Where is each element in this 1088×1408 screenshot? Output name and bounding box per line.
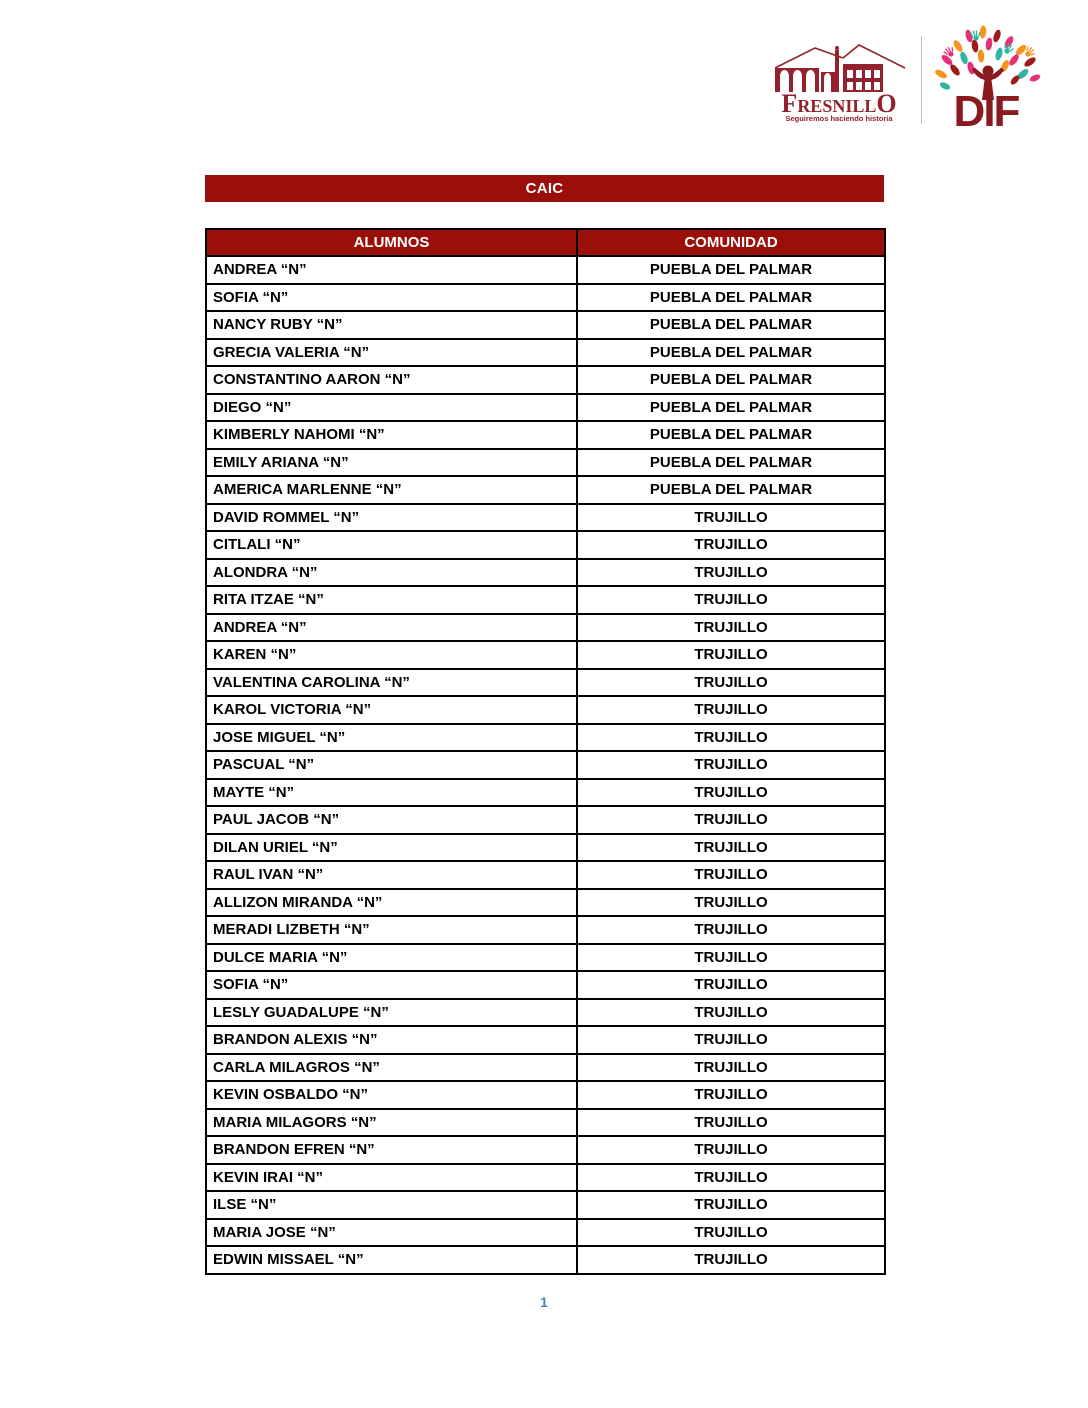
caic-roster-table [205, 228, 886, 1275]
alumno-cell: KEVIN IRAI “N” [206, 1164, 577, 1192]
table-row [206, 1081, 885, 1109]
table-row [206, 1054, 885, 1082]
comunidad-cell: PUEBLA DEL PALMAR [577, 421, 885, 449]
alumno-cell: VALENTINA CAROLINA “N” [206, 669, 577, 697]
roster-table-body [206, 256, 885, 1274]
alumno-cell: ANDREA “N” [206, 256, 577, 284]
comunidad-cell: TRUJILLO [577, 834, 885, 862]
logo-divider [921, 36, 922, 124]
table-row [206, 889, 885, 917]
table-row [206, 256, 885, 284]
table-row [206, 394, 885, 422]
svg-text:FRESNILLO: FRESNILLO [781, 89, 897, 118]
comunidad-cell: TRUJILLO [577, 916, 885, 944]
table-row [206, 449, 885, 477]
table-row [206, 559, 885, 587]
fresnillo-tagline: Seguiremos haciendo historia [785, 114, 893, 123]
table-row [206, 641, 885, 669]
table-row [206, 1219, 885, 1247]
table-row [206, 779, 885, 807]
comunidad-cell: TRUJILLO [577, 504, 885, 532]
comunidad-cell: TRUJILLO [577, 1191, 885, 1219]
comunidad-cell: TRUJILLO [577, 724, 885, 752]
table-row [206, 614, 885, 642]
alumno-cell: AMERICA MARLENNE “N” [206, 476, 577, 504]
comunidad-cell: TRUJILLO [577, 1136, 885, 1164]
alumno-cell: DAVID ROMMEL “N” [206, 504, 577, 532]
alumno-cell: MARIA MILAGORS “N” [206, 1109, 577, 1137]
page-number: 1 [540, 1294, 548, 1310]
alumno-cell: LESLY GUADALUPE “N” [206, 999, 577, 1027]
alumno-cell: DULCE MARIA “N” [206, 944, 577, 972]
comunidad-cell: TRUJILLO [577, 889, 885, 917]
table-row [206, 1164, 885, 1192]
table-row [206, 1136, 885, 1164]
alumno-cell: EDWIN MISSAEL “N” [206, 1246, 577, 1274]
comunidad-cell: TRUJILLO [577, 944, 885, 972]
comunidad-cell: TRUJILLO [577, 669, 885, 697]
caic-title-label: CAIC [525, 180, 564, 197]
comunidad-cell: TRUJILLO [577, 614, 885, 642]
table-row [206, 806, 885, 834]
header-logo-band [0, 0, 1088, 150]
alumno-cell: MARIA JOSE “N” [206, 1219, 577, 1247]
comunidad-cell: PUEBLA DEL PALMAR [577, 311, 885, 339]
alumno-cell: MAYTE “N” [206, 779, 577, 807]
alumno-cell: BRANDON ALEXIS “N” [206, 1026, 577, 1054]
comunidad-cell: TRUJILLO [577, 806, 885, 834]
fresnillo-logo-icon [763, 38, 915, 124]
dif-wordmark: DIF [953, 87, 1019, 136]
alumno-cell: PAUL JACOB “N” [206, 806, 577, 834]
comunidad-cell: PUEBLA DEL PALMAR [577, 476, 885, 504]
comunidad-cell: TRUJILLO [577, 1246, 885, 1274]
alumno-cell: ANDREA “N” [206, 614, 577, 642]
table-header-row [206, 229, 885, 256]
comunidad-cell: TRUJILLO [577, 1109, 885, 1137]
alumno-cell: CONSTANTINO AARON “N” [206, 366, 577, 394]
alumnos-column-header: ALUMNOS [206, 229, 577, 256]
comunidad-cell: TRUJILLO [577, 696, 885, 724]
comunidad-cell: PUEBLA DEL PALMAR [577, 366, 885, 394]
alumno-cell: DIEGO “N” [206, 394, 577, 422]
table-row [206, 284, 885, 312]
comunidad-column-header: COMUNIDAD [577, 229, 885, 256]
alumno-cell: EMILY ARIANA “N” [206, 449, 577, 477]
alumno-cell: KAROL VICTORIA “N” [206, 696, 577, 724]
table-row [206, 696, 885, 724]
alumno-cell: GRECIA VALERIA “N” [206, 339, 577, 367]
table-row [206, 999, 885, 1027]
alumno-cell: ALLIZON MIRANDA “N” [206, 889, 577, 917]
alumno-cell: NANCY RUBY “N” [206, 311, 577, 339]
alumno-cell: JOSE MIGUEL “N” [206, 724, 577, 752]
alumno-cell: ALONDRA “N” [206, 559, 577, 587]
table-row [206, 834, 885, 862]
table-row [206, 724, 885, 752]
comunidad-cell: PUEBLA DEL PALMAR [577, 284, 885, 312]
alumno-cell: CITLALI “N” [206, 531, 577, 559]
table-row [206, 476, 885, 504]
alumno-cell: KAREN “N” [206, 641, 577, 669]
caic-title-bar [205, 175, 884, 202]
alumno-cell: PASCUAL “N” [206, 751, 577, 779]
comunidad-cell: TRUJILLO [577, 1219, 885, 1247]
comunidad-cell: TRUJILLO [577, 559, 885, 587]
comunidad-cell: TRUJILLO [577, 641, 885, 669]
table-row [206, 1191, 885, 1219]
comunidad-cell: TRUJILLO [577, 1081, 885, 1109]
table-row [206, 916, 885, 944]
alumno-cell: CARLA MILAGROS “N” [206, 1054, 577, 1082]
table-row [206, 1109, 885, 1137]
comunidad-cell: TRUJILLO [577, 999, 885, 1027]
comunidad-cell: TRUJILLO [577, 971, 885, 999]
table-row [206, 311, 885, 339]
alumno-cell: BRANDON EFREN “N” [206, 1136, 577, 1164]
alumno-cell: RAUL IVAN “N” [206, 861, 577, 889]
alumno-cell: RITA ITZAE “N” [206, 586, 577, 614]
comunidad-cell: TRUJILLO [577, 779, 885, 807]
alumno-cell: MERADI LIZBETH “N” [206, 916, 577, 944]
comunidad-cell: PUEBLA DEL PALMAR [577, 339, 885, 367]
comunidad-cell: PUEBLA DEL PALMAR [577, 449, 885, 477]
table-row [206, 944, 885, 972]
comunidad-cell: TRUJILLO [577, 751, 885, 779]
table-row [206, 504, 885, 532]
alumno-cell: KIMBERLY NAHOMI “N” [206, 421, 577, 449]
table-row [206, 751, 885, 779]
alumno-cell: ILSE “N” [206, 1191, 577, 1219]
comunidad-cell: TRUJILLO [577, 1026, 885, 1054]
alumno-cell: SOFIA “N” [206, 971, 577, 999]
table-row [206, 1026, 885, 1054]
table-row [206, 531, 885, 559]
table-row [206, 971, 885, 999]
table-row [206, 421, 885, 449]
alumno-cell: SOFIA “N” [206, 284, 577, 312]
table-row [206, 861, 885, 889]
table-row [206, 586, 885, 614]
comunidad-cell: TRUJILLO [577, 586, 885, 614]
table-row [206, 669, 885, 697]
alumno-cell: DILAN URIEL “N” [206, 834, 577, 862]
comunidad-cell: PUEBLA DEL PALMAR [577, 256, 885, 284]
comunidad-cell: TRUJILLO [577, 1164, 885, 1192]
table-row [206, 1246, 885, 1274]
table-row [206, 339, 885, 367]
table-row [206, 366, 885, 394]
comunidad-cell: TRUJILLO [577, 861, 885, 889]
dif-logo-icon [931, 24, 1043, 136]
comunidad-cell: PUEBLA DEL PALMAR [577, 394, 885, 422]
comunidad-cell: TRUJILLO [577, 1054, 885, 1082]
alumno-cell: KEVIN OSBALDO “N” [206, 1081, 577, 1109]
comunidad-cell: TRUJILLO [577, 531, 885, 559]
